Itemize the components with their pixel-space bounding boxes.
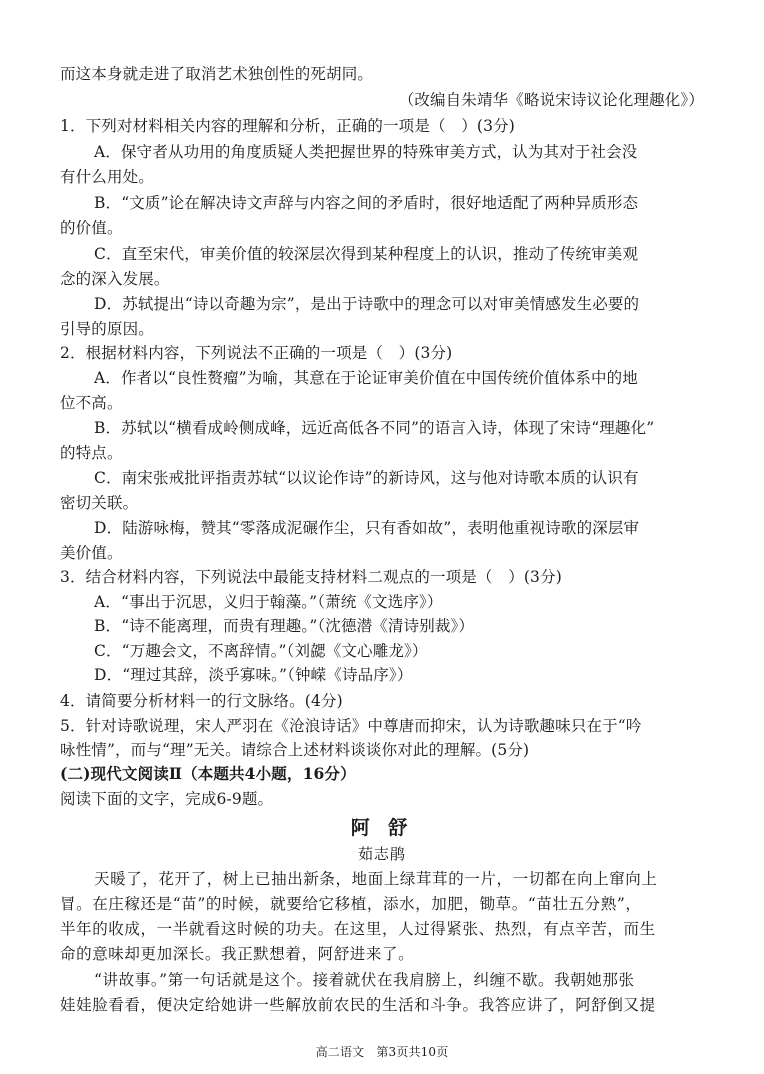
option-3c: C．“万趣会文，不离辞情。”（刘勰《文心雕龙》）	[94, 642, 428, 660]
option-3b: B．“诗不能离理，而贵有理趣。”（沈德潜《清诗别裁》）	[94, 617, 475, 635]
passage-line: 命的意味却更加深长。我正默想着，阿舒进来了。	[60, 945, 415, 963]
text-line: 而这本身就走进了取消艺术独创性的死胡同。	[60, 65, 374, 83]
option-2b: B．苏轼以“横看成岭侧成峰，远近高低各不同”的语言入诗，体现了宋诗“理趣化”	[94, 419, 655, 437]
passage-line: 天暖了，花开了，树上已抽出新条，地面上绿茸茸的一片，一切都在向上窜向上	[94, 870, 658, 888]
option-1a: A．保守者从功用的角度质疑人类把握世界的特殊审美方式，认为其对于社会没	[94, 143, 638, 161]
option-2c: C．南宋张戒批评指责苏轼“以议论作诗”的新诗风，这与他对诗歌本质的认识有	[94, 469, 639, 487]
option-1c: C．直至宋代，审美价值的较深层次得到某种程度上的认识，推动了传统审美观	[94, 245, 639, 263]
option-1a-cont: 有什么用处。	[60, 168, 154, 186]
question-3: 3．结合材料内容，下列说法中最能支持材料二观点的一项是（ ）(3分)	[60, 568, 562, 586]
option-2d: D．陆游咏梅，赞其“零落成泥碾作尘，只有香如故”，表明他重视诗歌的深层审	[94, 519, 640, 537]
source-citation: （改编自朱靖华《略说宋诗议论化理趣化》）	[398, 91, 704, 109]
section-heading: (二)现代文阅读Ⅱ（本题共4小题，16分）	[60, 764, 356, 783]
page-footer: 高二语文 第3页共10页	[315, 1045, 449, 1059]
reading-instruction: 阅读下面的文字，完成6-9题。	[60, 790, 274, 808]
option-1d-cont: 引导的原因。	[60, 320, 154, 338]
option-2a: A．作者以“良性赘瘤”为喻，其意在于论证审美价值在中国传统价值体系中的地	[94, 369, 638, 387]
passage-line: 半年的收成，一半就看这时候的功夫。在这里，人过得紧张、热烈，有点辛苦，而生	[60, 920, 656, 938]
passage-line: 冒。在庄稼还是“苗”的时候，就要给它移植，添水，加肥，锄草。“苗壮五分熟”，	[60, 895, 642, 913]
option-1c-cont: 念的深入发展。	[60, 270, 170, 288]
question-5-cont: 咏性情”，而与“理”无关。请综合上述材料谈谈你对此的理解。(5分)	[60, 741, 530, 759]
option-2c-cont: 密切关联。	[60, 494, 139, 512]
passage-line: “讲故事。”第一句话就是这个。接着就伏在我肩膀上，纠缠不歇。我朝她那张	[94, 971, 635, 989]
option-3d: D．“理过其辞，淡乎寡味。”（钟嵘《诗品序》）	[94, 666, 413, 684]
passage-author: 茹志鹃	[357, 845, 406, 863]
option-1b-cont: 的价值。	[60, 219, 123, 237]
option-1b: B．“文质”论在解决诗文声辞与内容之间的矛盾时，很好地适配了两种异质形态	[94, 194, 639, 212]
passage-line: 娃娃脸看看，便决定给她讲一些解放前农民的生活和斗争。我答应讲了，阿舒倒又提	[60, 996, 656, 1014]
option-2b-cont: 的特点。	[60, 444, 123, 462]
question-5: 5．针对诗歌说理，宋人严羽在《沧浪诗话》中尊唐而抑宋，认为诗歌趣味只在于“吟	[60, 717, 642, 735]
option-1d: D．苏轼提出“诗以奇趣为宗”，是出于诗歌中的理念可以对审美情感发生必要的	[94, 295, 640, 313]
option-2d-cont: 美价值。	[60, 544, 123, 562]
option-2a-cont: 位不高。	[60, 394, 123, 412]
passage-title: 阿 舒	[350, 817, 414, 839]
question-4: 4．请简要分析材料一的行文脉络。(4分)	[60, 692, 343, 710]
question-2: 2．根据材料内容，下列说法不正确的一项是（ ）(3分)	[60, 344, 453, 362]
question-1: 1．下列对材料相关内容的理解和分析，正确的一项是（ ）(3分)	[60, 117, 515, 135]
option-3a: A．“事出于沉思，义归于翰藻。”（萧统《文选序》）	[94, 593, 443, 611]
